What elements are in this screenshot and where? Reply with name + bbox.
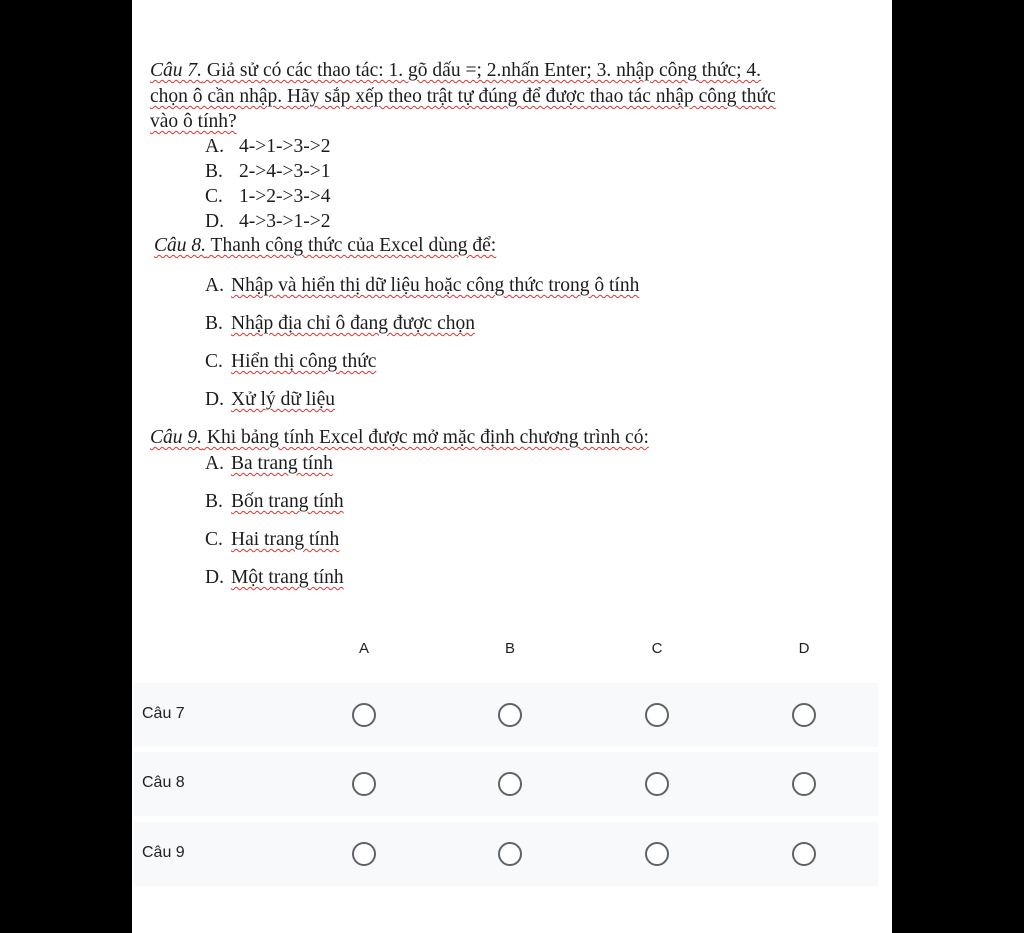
radio-cau-8-d[interactable] <box>792 772 816 796</box>
option-text: 1->2->3->4 <box>239 186 331 207</box>
option-letter: A. <box>205 275 224 296</box>
option-letter: B. <box>205 491 223 512</box>
option-text: 4->1->3->2 <box>239 136 331 157</box>
option-text: Xử lý dữ liệu <box>231 389 336 410</box>
radio-cau-8-b[interactable] <box>498 772 522 796</box>
radio-cau-7-a[interactable] <box>352 703 376 727</box>
question-8-line-1 <box>154 233 874 258</box>
question-9-text-1: Khi bảng tính Excel được mở mặc định chương trình có: <box>202 427 649 448</box>
option-letter: D. <box>205 389 224 410</box>
question-9-option-a <box>205 451 333 476</box>
question-9-line-1 <box>150 425 870 450</box>
question-7-option-a <box>205 134 330 159</box>
question-8-option-c <box>205 349 376 374</box>
grid-row-cau-7 <box>134 683 878 747</box>
option-letter: C. <box>205 351 223 372</box>
question-7-option-c <box>205 184 330 209</box>
option-text: 2->4->3->1 <box>239 161 331 182</box>
column-header-b: B <box>504 640 515 657</box>
radio-cau-9-c[interactable] <box>645 842 669 866</box>
row-label: Câu 7 <box>142 705 185 722</box>
option-letter: D. <box>205 567 224 588</box>
option-text: Bốn trang tính <box>231 491 344 512</box>
column-header-c: C <box>651 640 663 657</box>
option-letter: D. <box>205 211 224 232</box>
radio-cau-9-a[interactable] <box>352 842 376 866</box>
question-8-option-a <box>205 273 639 298</box>
question-7-text-3: vào ô tính? <box>150 111 237 132</box>
radio-cau-9-b[interactable] <box>498 842 522 866</box>
question-9-number: Câu 9. <box>150 427 203 448</box>
question-9-option-c <box>205 527 339 552</box>
option-letter: A. <box>205 453 224 474</box>
option-text: Hiển thị công thức <box>231 351 377 372</box>
question-7-text-1: Giả sử có các thao tác: 1. gõ dấu =; 2.nhấn Enter; 3. nhập công thức; 4. <box>202 60 762 81</box>
question-8-option-d <box>205 387 335 412</box>
grid-row-cau-9 <box>134 822 878 886</box>
question-7-option-d <box>205 209 330 234</box>
option-text: Hai trang tính <box>231 529 340 550</box>
question-8-number: Câu 8. <box>154 235 207 256</box>
option-text: Một trang tính <box>231 567 344 588</box>
option-letter: B. <box>205 161 223 182</box>
row-label: Câu 9 <box>142 844 185 861</box>
option-letter: B. <box>205 313 223 334</box>
column-header-a: A <box>358 640 369 657</box>
radio-cau-8-c[interactable] <box>645 772 669 796</box>
option-text: Ba trang tính <box>231 453 333 474</box>
radio-cau-7-c[interactable] <box>645 703 669 727</box>
radio-cau-7-b[interactable] <box>498 703 522 727</box>
question-7-line-1 <box>150 58 870 83</box>
radio-cau-9-d[interactable] <box>792 842 816 866</box>
row-label: Câu 8 <box>142 774 185 791</box>
option-letter: C. <box>205 529 223 550</box>
question-9-option-b <box>205 489 344 514</box>
question-7-number: Câu 7. <box>150 60 203 81</box>
question-8-text-1: Thanh công thức của Excel dùng để: <box>206 235 497 256</box>
question-7-text-2: chọn ô cần nhập. Hãy sắp xếp theo trật tự đúng để được thao tác nhập công thức <box>150 86 776 107</box>
radio-cau-8-a[interactable] <box>352 772 376 796</box>
question-8-option-b <box>205 311 475 336</box>
question-7-option-b <box>205 159 330 184</box>
option-text: 4->3->1->2 <box>239 211 331 232</box>
column-header-d: D <box>798 640 810 657</box>
radio-cau-7-d[interactable] <box>792 703 816 727</box>
option-text: Nhập địa chỉ ô đang được chọn <box>231 313 475 334</box>
question-7-line-2 <box>150 84 870 109</box>
question-9-option-d <box>205 565 344 590</box>
option-letter: A. <box>205 136 224 157</box>
question-image <box>132 0 892 610</box>
form-page <box>132 0 892 933</box>
option-letter: C. <box>205 186 223 207</box>
grid-row-cau-8 <box>134 752 878 816</box>
option-text: Nhập và hiển thị dữ liệu hoặc công thức trong ô tính <box>231 275 640 296</box>
question-7-line-3 <box>150 109 870 134</box>
